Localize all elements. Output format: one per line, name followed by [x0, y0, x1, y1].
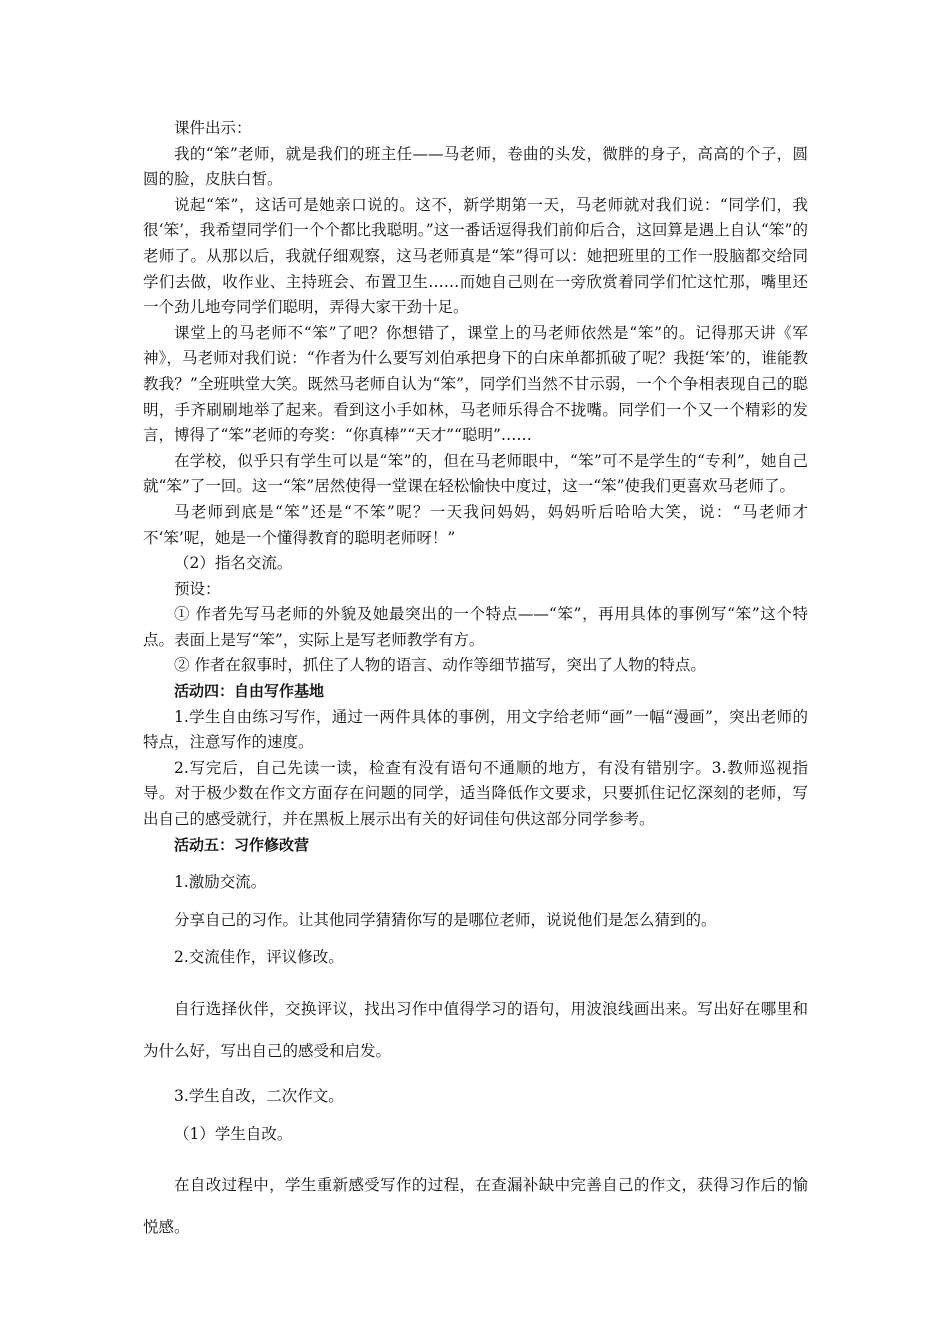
- paragraph-school: 在学校，似乎只有学生可以是“笨”的，但在马老师眼中，“笨”可不是学生的“专利”，她自己就“笨”了一回。这一“笨”居然使得一堂课在轻松愉快中度过，这一“笨”使我们更喜欢马老师了。: [143, 451, 808, 496]
- heading-activity-5: 活动五：习作修改营: [174, 835, 310, 854]
- paragraph-teacher-appearance: 我的“笨”老师，就是我们的班主任——马老师，卷曲的头发，微胖的身子，高高的个子，圆圆的脸，皮肤白皙。: [143, 144, 808, 189]
- activity5-step1-text: 分享自己的习作。让其他同学猜猜你写的是哪位老师，说说他们是怎么猜到的。: [174, 910, 717, 929]
- activity5-step3-title: 3.学生自改，二次作文。: [174, 1087, 344, 1105]
- activity5-step3-text: 在自改过程中，学生重新感受写作的过程，在查漏补缺中完善自己的作文，获得习作后的愉悦感。: [143, 1176, 808, 1237]
- paragraph-teacher-clumsy: 说起“笨”，这话可是她亲口说的。这不，新学期第一天，马老师就对我们说：“同学们，我很‘笨’，我希望同学们一个个都比我聪明。”这一番话逗得我们前仰后合，这回算是遇上自认“笨”的老师了。从那以后，我就仔细观察，这马老师真是“笨”得可以：她把班里的工作一股脑都交给同学们去做，收作业、主持班会、布置卫生……而她自己则在一旁欣赏着同学们忙这忙那，嘴里还一个劲儿地夸同学们聪明，弄得大家干劲十足。: [143, 195, 808, 317]
- paragraph-mother: 马老师到底是“笨”还是“不笨”呢？一天我问妈妈，妈妈听后哈哈大笑，说：“马老师才不‘笨’呢，她是一个懂得教育的聪明老师呀！”: [143, 502, 808, 547]
- activity5-step3-sub: （1）学生自改。: [174, 1124, 293, 1143]
- activity5-step2-title: 2.交流佳作，评议修改。: [174, 948, 344, 967]
- paragraph-courseware-label: 课件出示：: [174, 119, 252, 137]
- activity5-step1-title: 1.激励交流。: [174, 873, 267, 892]
- document-body: [143, 116, 808, 1248]
- heading-activity-4: 活动四：自由写作基地: [174, 682, 325, 701]
- paragraph-preset: 预设：: [174, 579, 221, 598]
- activity4-step-2: 2.写完后，自己先读一读，检查有没有语句不通顺的地方，有没有错别字。3.教师巡视指导。对于极少数在作文方面存在问题的同学，适当降低作文要求，只要抓住记忆深刻的老师，写出自己的感受就行，并在黑板上展示出有关的好词佳句供这部分同学参考。: [143, 758, 808, 829]
- paragraph-exchange: （2）指名交流。: [174, 554, 293, 573]
- activity4-step-1: 1.学生自由练习写作，通过一两件具体的事例，用文字给老师“画”一幅“漫画”，突出老师的特点，注意写作的速度。: [143, 707, 808, 752]
- paragraph-preset-1: ① 作者先写马老师的外貌及她最突出的一个特点——“笨”，再用具体的事例写“笨”这个特点。表面上是写“笨”，实际上是写老师教学有方。: [143, 605, 808, 649]
- activity5-step2-text: 自行选择伙伴，交换评议，找出习作中值得学习的语句，用波浪线画出来。写出好在哪里和为什么好，写出自己的感受和启发。: [143, 1000, 808, 1060]
- paragraph-classroom: 课堂上的马老师不“笨”了吧？你想错了，课堂上的马老师依然是“笨”的。记得那天讲《军神》，马老师对我们说：“作者为什么要写刘伯承把身下的白床单都抓破了呢？我挺‘笨’的，谁能教教我？”全班哄堂大笑。既然马老师自认为“笨”，同学们当然不甘示弱，一个个争相表现自己的聪明，手齐刷刷地举了起来。看到这小手如林，马老师乐得合不拢嘴。同学们一个又一个精彩的发言，博得了“笨”老师的夸奖：“你真棒”“天才”“聪明”……: [143, 323, 809, 445]
- paragraph-preset-2: ② 作者在叙事时，抓住了人物的语言、动作等细节描写，突出了人物的特点。: [174, 656, 706, 675]
